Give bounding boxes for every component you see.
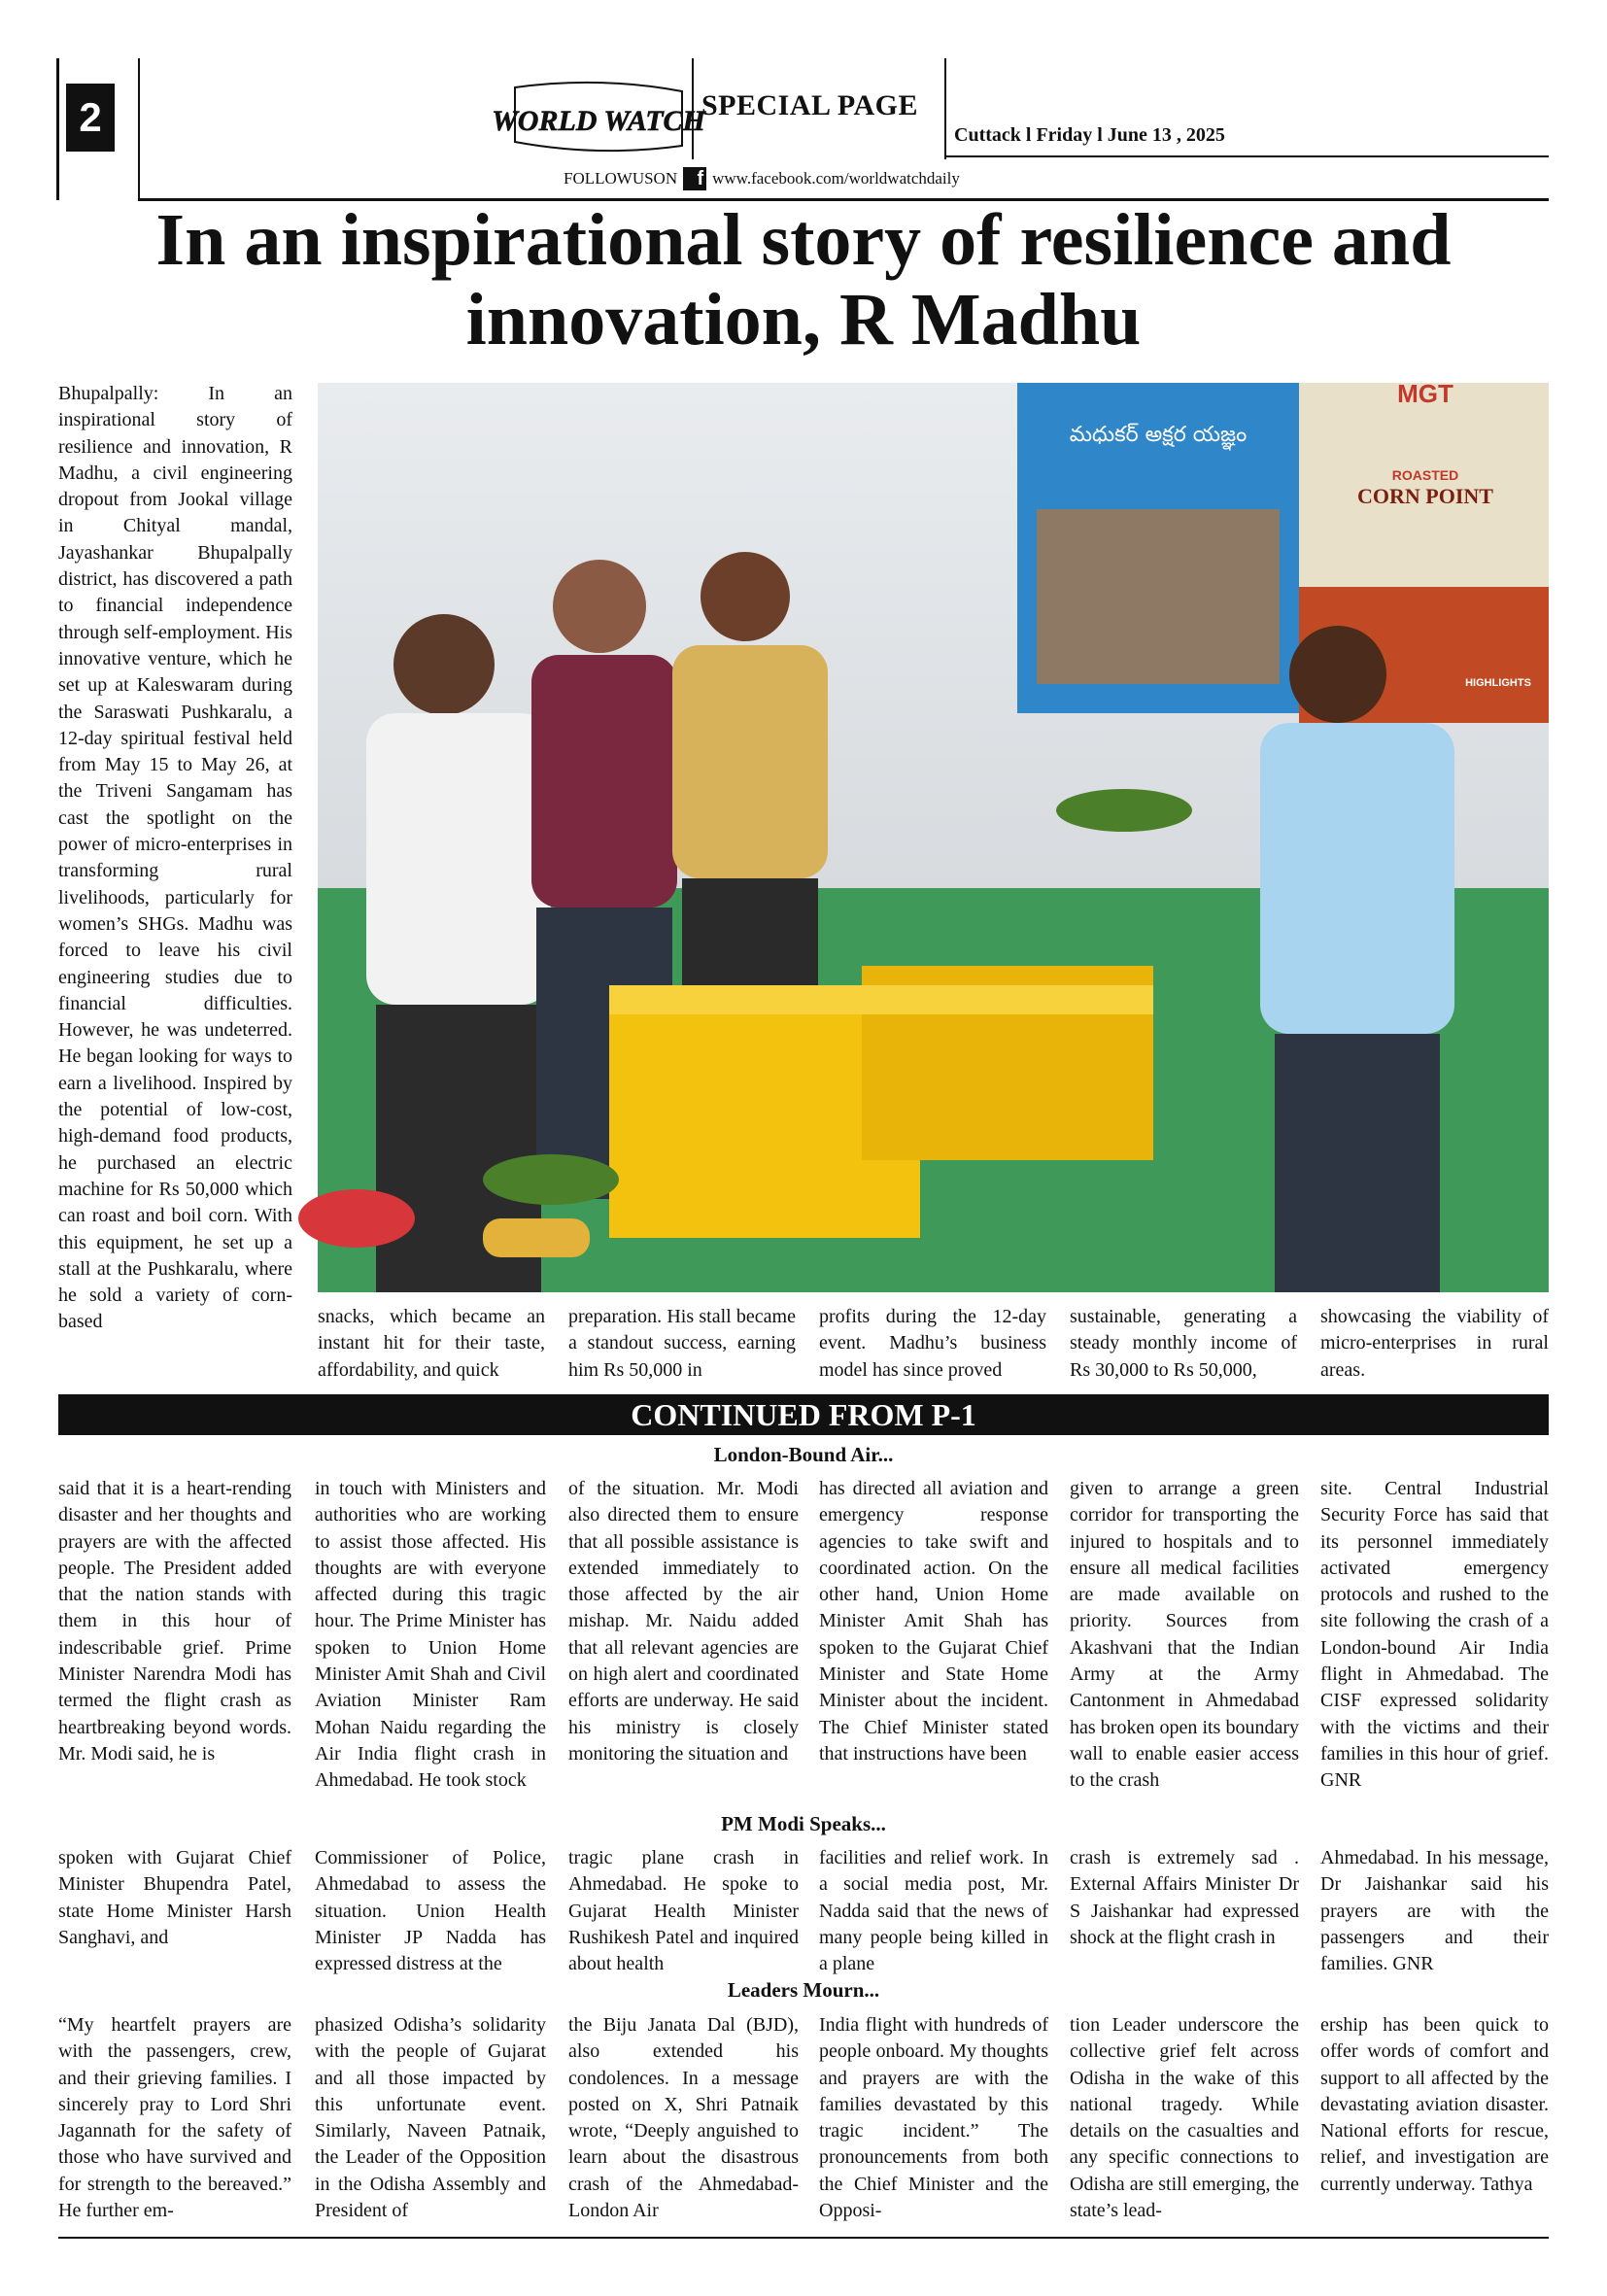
story-column-text: profits during the 12-day event. Madhu’s business model has since proved xyxy=(819,1306,1046,1381)
continued-bar: CONTINUED FROM P-1 xyxy=(58,1394,1549,1435)
continued-column xyxy=(1070,1476,1299,1795)
page-bottom-rule xyxy=(58,2237,1549,2239)
story-column xyxy=(1320,1304,1549,1384)
continued-column xyxy=(568,2012,799,2224)
story-left-column xyxy=(58,381,292,1336)
continued-text: Commissioner of Police, Ahmedabad to assess the situation. Union Health Minister JP Nadda has expressed distress at the xyxy=(315,1847,546,1975)
continued-text: India flight with hundreds of people onboard. My thoughts and prayers are with the families devastated by this tragic incident.” The pronouncements from both the Chief Minister and the Opposi- xyxy=(819,2014,1048,2222)
continued-column xyxy=(58,2012,291,2224)
story-column xyxy=(819,1304,1046,1384)
red-bowl xyxy=(298,1189,415,1248)
continued-text: “My heartfelt prayers are with the passengers, crew, and their grieving families. I sincerely pray to Lord Shri Jagannath for the safety of those who have survived and for strength to the bereaved.” He further em- xyxy=(58,2014,291,2222)
corn-banner-highlights: HIGHLIGHTS xyxy=(1465,677,1531,689)
continued-text: has directed all aviation and emergency response agencies to take swift and coordinated action. On the other hand, Union Home Minister Amit Shah has spoken to the Gujarat Chief Minister and State Home Minister about the incident. The Chief Minister stated that instructions have been xyxy=(819,1478,1048,1765)
logo-text: WORLD WATCH xyxy=(492,105,705,137)
banner-photo xyxy=(1037,509,1280,684)
dateline: Cuttack l Friday l June 13 , 2025 xyxy=(954,124,1225,146)
continued-text: ership has been quick to offer words of comfort and support to all affected by the devastating aviation disaster. National efforts for rescue, relief, and investigation are currently underway. Tathya xyxy=(1320,2014,1549,2195)
continued-text: crash is extremely sad . External Affairs Minister Dr S Jaishankar had expressed shock at the flight crash in xyxy=(1070,1847,1299,1948)
continued-column xyxy=(568,1845,799,1977)
continued-column xyxy=(1320,1476,1549,1795)
continued-column xyxy=(819,1845,1048,1977)
corn-banner-roasted: ROASTED xyxy=(1391,467,1459,483)
continued-column xyxy=(58,1845,291,1951)
continued-column xyxy=(1070,2012,1299,2224)
continued-column xyxy=(1320,1845,1549,1977)
continued-text: tion Leader underscore the collective grief felt across Odisha in the wake of this national tragedy. While details on the casualties and any specific connections to Odisha are still emerging, the state’s lead- xyxy=(1070,2014,1299,2222)
continued-text: tragic plane crash in Ahmedabad. He spoke to Gujarat Health Minister Rushikesh Patel and inquired about health xyxy=(568,1847,799,1975)
story-column-text: showcasing the viability of micro-enterprises in rural areas. xyxy=(1320,1306,1549,1381)
story-column-text: snacks, which became an instant hit for their taste, affordability, and quick xyxy=(318,1306,545,1381)
leaf-plate xyxy=(483,1154,619,1205)
continued-text: said that it is a heart-rending disaster and her thoughts and prayers are with the affected people. The President added that the nation stands with them in this hour of indescribable grief. Prime Minister Narendra Modi has termed the flight crash as heartbreaking beyond words. Mr. Modi said, he is xyxy=(58,1478,291,1765)
continued-text: spoken with Gujarat Chief Minister Bhupendra Patel, state Home Minister Harsh Sanghavi, and xyxy=(58,1847,291,1948)
section-title: London-Bound Air... xyxy=(713,1443,894,1466)
masthead-left-rule xyxy=(56,58,59,200)
continued-column xyxy=(1320,2012,1549,2198)
corn-banner-title: CORN POINT xyxy=(1357,484,1493,508)
continued-column xyxy=(315,2012,546,2224)
follow-us xyxy=(564,167,960,190)
continued-text: the Biju Janata Dal (BJD), also extended his condolences. In a message posted on X, Shri Patnaik wrote, “Deeply anguished to learn about the disastrous crash of the Ahmedabad-London Air xyxy=(568,2014,799,2222)
headline: In an inspirational story of resilience and innovation, R Madhu xyxy=(155,199,1452,360)
continued-text: Ahmedabad. In his message, Dr Jaishankar said his prayers are with the passengers and their families. GNR xyxy=(1320,1847,1549,1975)
story-column xyxy=(568,1304,796,1384)
story-photo xyxy=(318,379,1549,1292)
continued-text: given to arrange a green corridor for transporting the injured to hospitals and to ensure all medical facilities are made available on priority. Sources from Akashvani that the Indian Army at the Army Cantonment in Ahmedabad has broken open its boundary wall to enable easier access to the crash xyxy=(1070,1478,1299,1792)
masthead-rule xyxy=(138,58,140,200)
continued-column xyxy=(568,1476,799,1767)
continued-text: in touch with Ministers and authorities who are working to assist those affected. His thoughts are with everyone affected during this tragic hour. The Prime Minister has spoken to Union Home Minister Amit Shah and Civil Aviation Minister Ram Mohan Naidu regarding the Air India flight crash in Ahmedabad. He took stock xyxy=(315,1478,546,1792)
continued-column xyxy=(315,1476,546,1795)
facebook-url[interactable]: www.facebook.com/worldwatchdaily xyxy=(712,169,960,188)
facebook-icon: f xyxy=(683,167,706,190)
continued-column xyxy=(1070,1845,1299,1951)
section-title: Leaders Mourn... xyxy=(727,1978,880,2002)
continued-text: phasized Odisha’s solidarity with the people of Gujarat and all those impacted by this unfortunate event. Similarly, Naveen Patnaik, the Leader of the Opposition in the Odisha Assembly and President of xyxy=(315,2014,546,2222)
continued-text: site. Central Industrial Security Force has said that its personnel immediately activated emergency protocols and rushed to the site following the crash of a London-bound Air India flight in Ahmedabad. The CISF expressed solidarity with the victims and their families in this hour of grief. GNR xyxy=(1320,1478,1549,1792)
continued-text: of the situation. Mr. Modi also directed them to ensure that all possible assistance is extended immediately to those affected by the air mishap. Mr. Naidu added that all relevant agencies are on high alert and coordinated efforts are underway. He said his ministry is closely monitoring the situation and xyxy=(568,1478,799,1765)
leaf-plate xyxy=(1056,789,1192,832)
story-column xyxy=(1070,1304,1297,1384)
story-column xyxy=(318,1304,545,1384)
masthead-rule xyxy=(944,58,946,159)
continued-column xyxy=(819,2012,1048,2224)
corn-cob xyxy=(483,1218,590,1257)
continued-column xyxy=(819,1476,1048,1767)
corn-banner-brand: MGT xyxy=(1397,379,1453,408)
story-column-text: sustainable, generating a steady monthly income of Rs 30,000 to Rs 50,000, xyxy=(1070,1306,1297,1381)
continued-column xyxy=(58,1476,291,1767)
section-label: SPECIAL PAGE xyxy=(701,89,918,121)
masthead-rule xyxy=(946,155,1549,157)
follow-label: FOLLOWUSON xyxy=(564,169,678,188)
page-number: 2 xyxy=(66,84,115,152)
story-lead-text: Bhupalpally: In an inspirational story of resilience and innovation, R Madhu, a civil engineering dropout from Jookal village in Chityal mandal, Jayashankar Bhupalpally district, has discovered a path to financial independence through self-employment. His innovative venture, which he set up at Kaleswaram during the Saraswati Pushkaralu, a 12-day spiritual festival held from May 15 to May 26, at the Triveni Sangamam has cast the spotlight on the power of micro-enterprises in transforming rural livelihoods, particularly for women’s SHGs. Madhu was forced to leave his civil engineering studies due to financial difficulties. However, he was undeterred. He began looking for ways to earn a livelihood. Inspired by the potential of low-cost, high-demand food products, he purchased an electric machine for Rs 50,000 which can roast and boil corn. With this equipment, he set up a stall at the Pushkaralu, where he sold a variety of corn-based xyxy=(58,383,292,1333)
stall-photo xyxy=(318,379,1549,1292)
world-watch-logo xyxy=(492,82,705,155)
continued-text: facilities and relief work. In a social media post, Mr. Nadda said that the news of many people being killed in a plane xyxy=(819,1847,1048,1975)
banner-script: మధుకర్ అక్షర యజ్ఞం xyxy=(1069,423,1248,447)
person-right-blue-shirt xyxy=(1260,626,1454,1292)
section-title: PM Modi Speaks... xyxy=(721,1812,886,1835)
continued-column xyxy=(315,1845,546,1977)
story-column-text: preparation. His stall became a standout success, earning him Rs 50,000 in xyxy=(568,1306,796,1381)
